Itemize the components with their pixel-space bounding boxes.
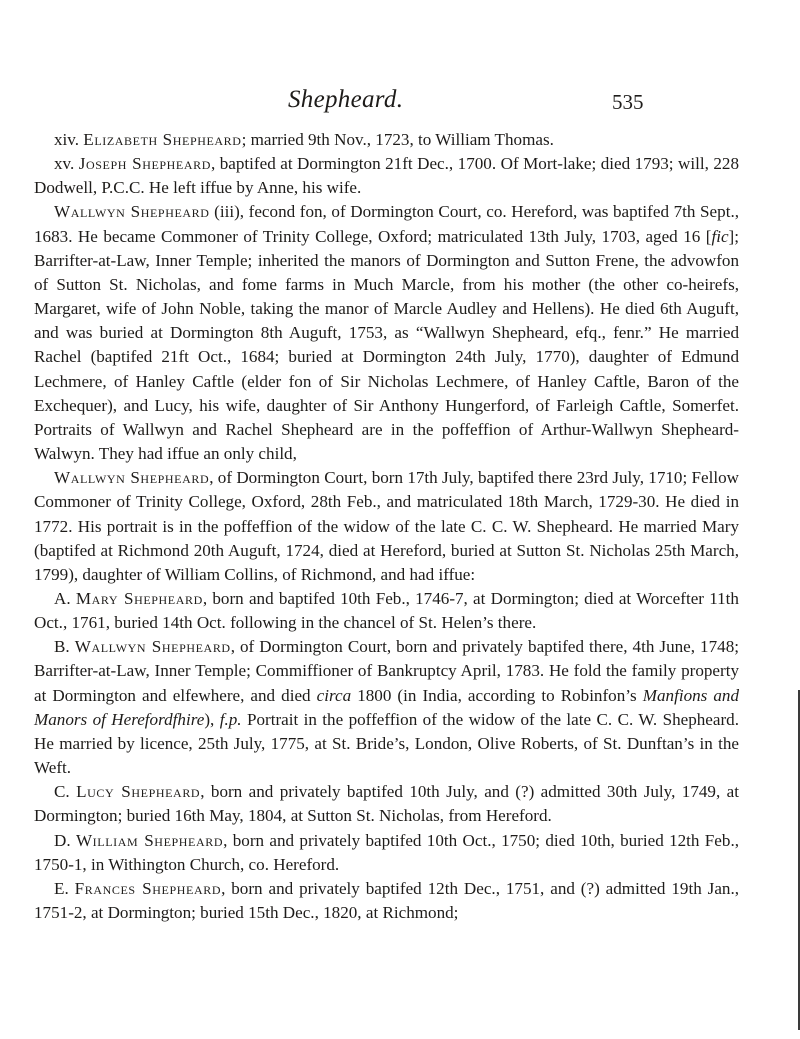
paragraph-d <box>34 829 739 877</box>
person-name: Lucy Shepheard <box>76 782 201 802</box>
entry-letter: E. <box>54 878 75 898</box>
person-name: William Shepheard <box>75 830 224 850</box>
person-name: Frances Shepheard <box>74 878 222 898</box>
running-title: Shepheard. <box>288 86 404 113</box>
entry-text: , born and baptifed 10th Feb., 1746-7, at Dormington; died at Worcefter 11th Oct., 1761, buried 14th Oct. following in the chancel of St. Helen’s there. <box>34 588 739 633</box>
entry-text: ; married 9th Nov., 1723, to William Thomas. <box>241 130 554 149</box>
entry-text: 1800 (in India, according to Robinfon’s <box>351 685 643 705</box>
entry-text: , born and privately baptifed 10th July, and (?) admitted 30th July, 1749, at Dormington; buried 16th May, 1804, at Sutton St. Nicholas, from Hereford. <box>34 782 739 826</box>
page-header <box>0 86 800 122</box>
paragraph-xv <box>34 152 739 200</box>
paragraph-wallwyn-son <box>34 466 739 587</box>
entry-italic: circa <box>316 685 352 705</box>
paragraph-b <box>34 635 739 780</box>
entry-text: , of Dormington Court, born 17th July, baptifed there 23rd July, 1710; Fellow Commoner of Trinity College, Oxford, 28th Feb., and matriculated 18th March, 1729-30. He died in 1772. His portrait is in the poffeffion of the widow of the late C. C. W. Shepheard. He married Mary (baptifed at Richmond 20th Auguft, 1724, died at Hereford, buried at Sutton St. Nicholas 25th March, 1799), daughter of William Collins, of Richmond, and had iffue: <box>34 468 739 584</box>
entry-letter: A. <box>54 588 76 608</box>
entry-text: ]; Barrifter-at-Law, Inner Temple; inherited the manors of Dormington and Sutton Frene, the advowfon of Sutton St. Nicholas, and fome farms in Much Marcle, from his mother (the other co-heirefs, Margaret, wife of John Noble, taking the manor of Marcle Audley and Hellens). He died 6th Auguft, and was buried at Dormington 8th Auguft, 1753, as “Wallwyn Shepheard, efq., fenr.” He married Rachel (baptifed 21ft Oct., 1684; buried at Dormington 24th July, 1770), daughter of Edmund Lechmere, of Hanley Caftle (elder fon of Sir Nicholas Lechmere, of Hanley Caftle, Baron of the Exchequer), and Lucy, his wife, daughter of Sir Anthony Hungerford, of Farleigh Caftle, Somerfet. Portraits of Wallwyn and Rachel Shepheard are in the poffeffion of Arthur-Wallwyn Shepheard-Walwyn. They had iffue an only child, <box>34 226 739 464</box>
person-name: Joseph Shepheard <box>78 154 211 174</box>
entry-italic: f.p. <box>219 709 242 729</box>
paragraph-c <box>34 780 739 828</box>
entry-number: xiv. <box>54 130 84 149</box>
entry-text: , born and privately baptifed 12th Dec., 1751, and (?) admitted 19th Jan., 1751-2, at Dormington; buried 15th Dec., 1820, at Richmond; <box>34 878 739 922</box>
book-title: Manfions and Manors of Herefordfhire <box>34 685 740 729</box>
entry-letter: B. <box>54 637 75 657</box>
entry-text: Portrait in the poffeffion of the widow of the late C. C. W. Shepheard. He married by licence, 25th July, 1775, at St. Bride’s, London, Olive Roberts, of St. Dunftan’s in the Weft. <box>34 709 739 778</box>
entry-text: , born and privately baptifed 10th Oct., 1750; died 10th, buried 12th Feb., 1750-1, in Withington Church, co. Hereford. <box>34 830 739 874</box>
person-name: Wallwyn Shepheard <box>54 202 210 222</box>
entry-text: ), <box>204 709 220 729</box>
entry-text: , baptifed at Dormington 21ft Dec., 1700. Of Mort-lake; died 1793; will, 228 Dodwell, P.C.C. He left iffue by Anne, his wife. <box>34 154 739 198</box>
entry-italic: fic <box>711 226 729 246</box>
person-name: Wallwyn Shepheard <box>74 637 231 657</box>
entry-text: (iii), fecond fon, of Dormington Court, co. Hereford, was baptifed 7th Sept., 1683. He became Commoner of Trinity College, Oxford; matriculated 13th July, 1703, aged 16 [ <box>34 202 739 246</box>
paragraph-a <box>34 587 739 635</box>
person-name: Mary Shepheard <box>75 588 203 608</box>
entry-number: xv. <box>54 154 79 174</box>
page-number: 535 <box>612 90 644 114</box>
person-name: Wallwyn Shepheard <box>54 468 210 488</box>
body-text <box>34 128 739 925</box>
paragraph-wallwyn-iii <box>34 200 739 466</box>
entry-letter: C. <box>54 782 77 802</box>
entry-letter: D. <box>54 830 76 850</box>
paragraph-xiv <box>34 128 739 152</box>
person-name: Elizabeth Shepheard <box>83 130 242 149</box>
entry-text: , of Dormington Court, born and privately baptifed there, 4th June, 1748; Barrifter-at-Law, Inner Temple; Commiffioner of Bankruptcy April, 1783. He fold the family property at Dormington and elfewhere, and died <box>34 637 739 705</box>
paragraph-e <box>34 877 739 925</box>
